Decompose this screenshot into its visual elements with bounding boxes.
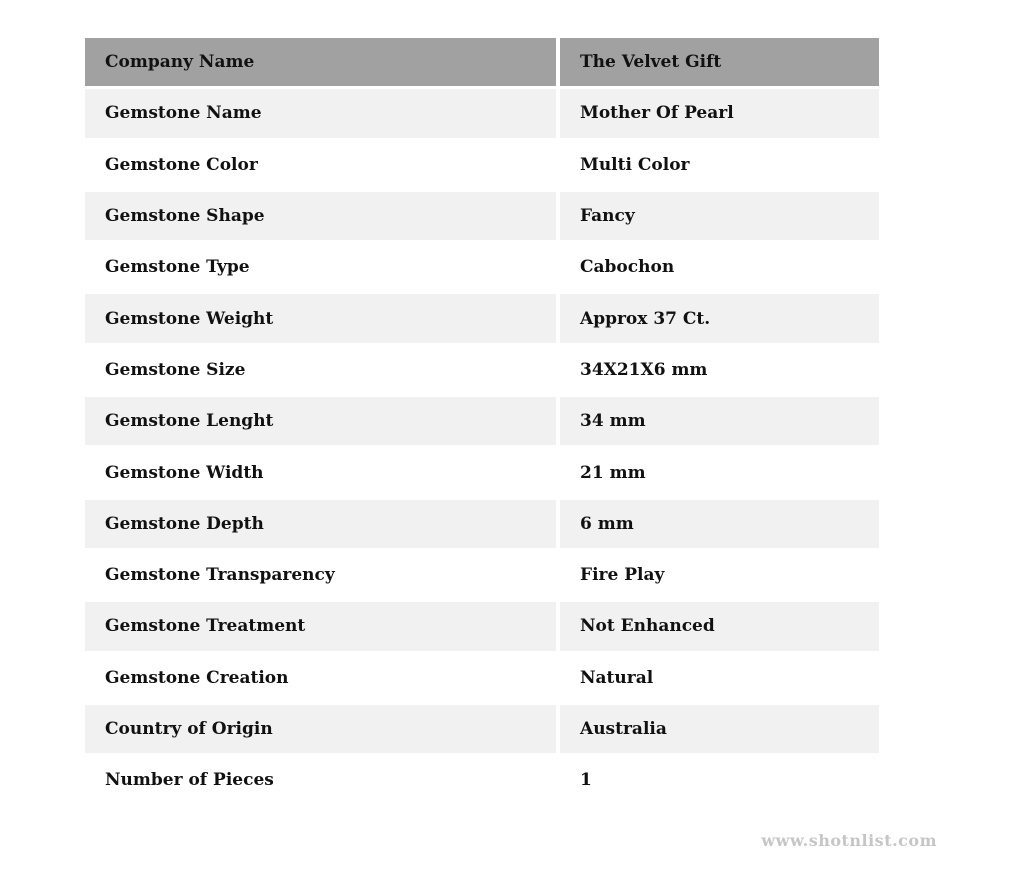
row-value-cell: Not Enhanced bbox=[560, 602, 879, 650]
row-label-cell: Gemstone Width bbox=[85, 448, 556, 496]
row-label-cell: Gemstone Name bbox=[85, 89, 556, 137]
gemstone-spec-table bbox=[81, 35, 883, 807]
table-row bbox=[85, 397, 879, 445]
header-label-cell: Company Name bbox=[85, 38, 556, 86]
row-label-cell: Number of Pieces bbox=[85, 756, 556, 804]
row-value-cell: Natural bbox=[560, 654, 879, 702]
table-header-row bbox=[85, 38, 879, 86]
table-row bbox=[85, 89, 879, 137]
table-row bbox=[85, 141, 879, 189]
row-label-cell: Country of Origin bbox=[85, 705, 556, 753]
row-label-cell: Gemstone Creation bbox=[85, 654, 556, 702]
header-value-cell: The Velvet Gift bbox=[560, 38, 879, 86]
row-value-cell: Approx 37 Ct. bbox=[560, 294, 879, 342]
row-value-cell: 34 mm bbox=[560, 397, 879, 445]
row-value-cell: Mother Of Pearl bbox=[560, 89, 879, 137]
row-label-cell: Gemstone Shape bbox=[85, 192, 556, 240]
row-value-cell: Multi Color bbox=[560, 141, 879, 189]
table-row bbox=[85, 756, 879, 804]
row-value-cell: 6 mm bbox=[560, 500, 879, 548]
table-row bbox=[85, 192, 879, 240]
row-label-cell: Gemstone Weight bbox=[85, 294, 556, 342]
table-row bbox=[85, 500, 879, 548]
row-value-cell: Cabochon bbox=[560, 243, 879, 291]
row-label-cell: Gemstone Size bbox=[85, 346, 556, 394]
row-value-cell: Fire Play bbox=[560, 551, 879, 599]
table-row bbox=[85, 243, 879, 291]
row-label-cell: Gemstone Transparency bbox=[85, 551, 556, 599]
row-value-cell: 1 bbox=[560, 756, 879, 804]
table-row bbox=[85, 602, 879, 650]
row-value-cell: Fancy bbox=[560, 192, 879, 240]
table-row bbox=[85, 448, 879, 496]
row-value-cell: 21 mm bbox=[560, 448, 879, 496]
row-label-cell: Gemstone Color bbox=[85, 141, 556, 189]
row-label-cell: Gemstone Lenght bbox=[85, 397, 556, 445]
watermark-url: www.shotnlist.com bbox=[761, 831, 937, 850]
row-label-cell: Gemstone Treatment bbox=[85, 602, 556, 650]
table-row bbox=[85, 551, 879, 599]
table-row bbox=[85, 294, 879, 342]
table-row bbox=[85, 654, 879, 702]
row-label-cell: Gemstone Depth bbox=[85, 500, 556, 548]
table-body bbox=[85, 89, 879, 804]
table-row bbox=[85, 705, 879, 753]
table-row bbox=[85, 346, 879, 394]
row-label-cell: Gemstone Type bbox=[85, 243, 556, 291]
row-value-cell: 34X21X6 mm bbox=[560, 346, 879, 394]
row-value-cell: Australia bbox=[560, 705, 879, 753]
